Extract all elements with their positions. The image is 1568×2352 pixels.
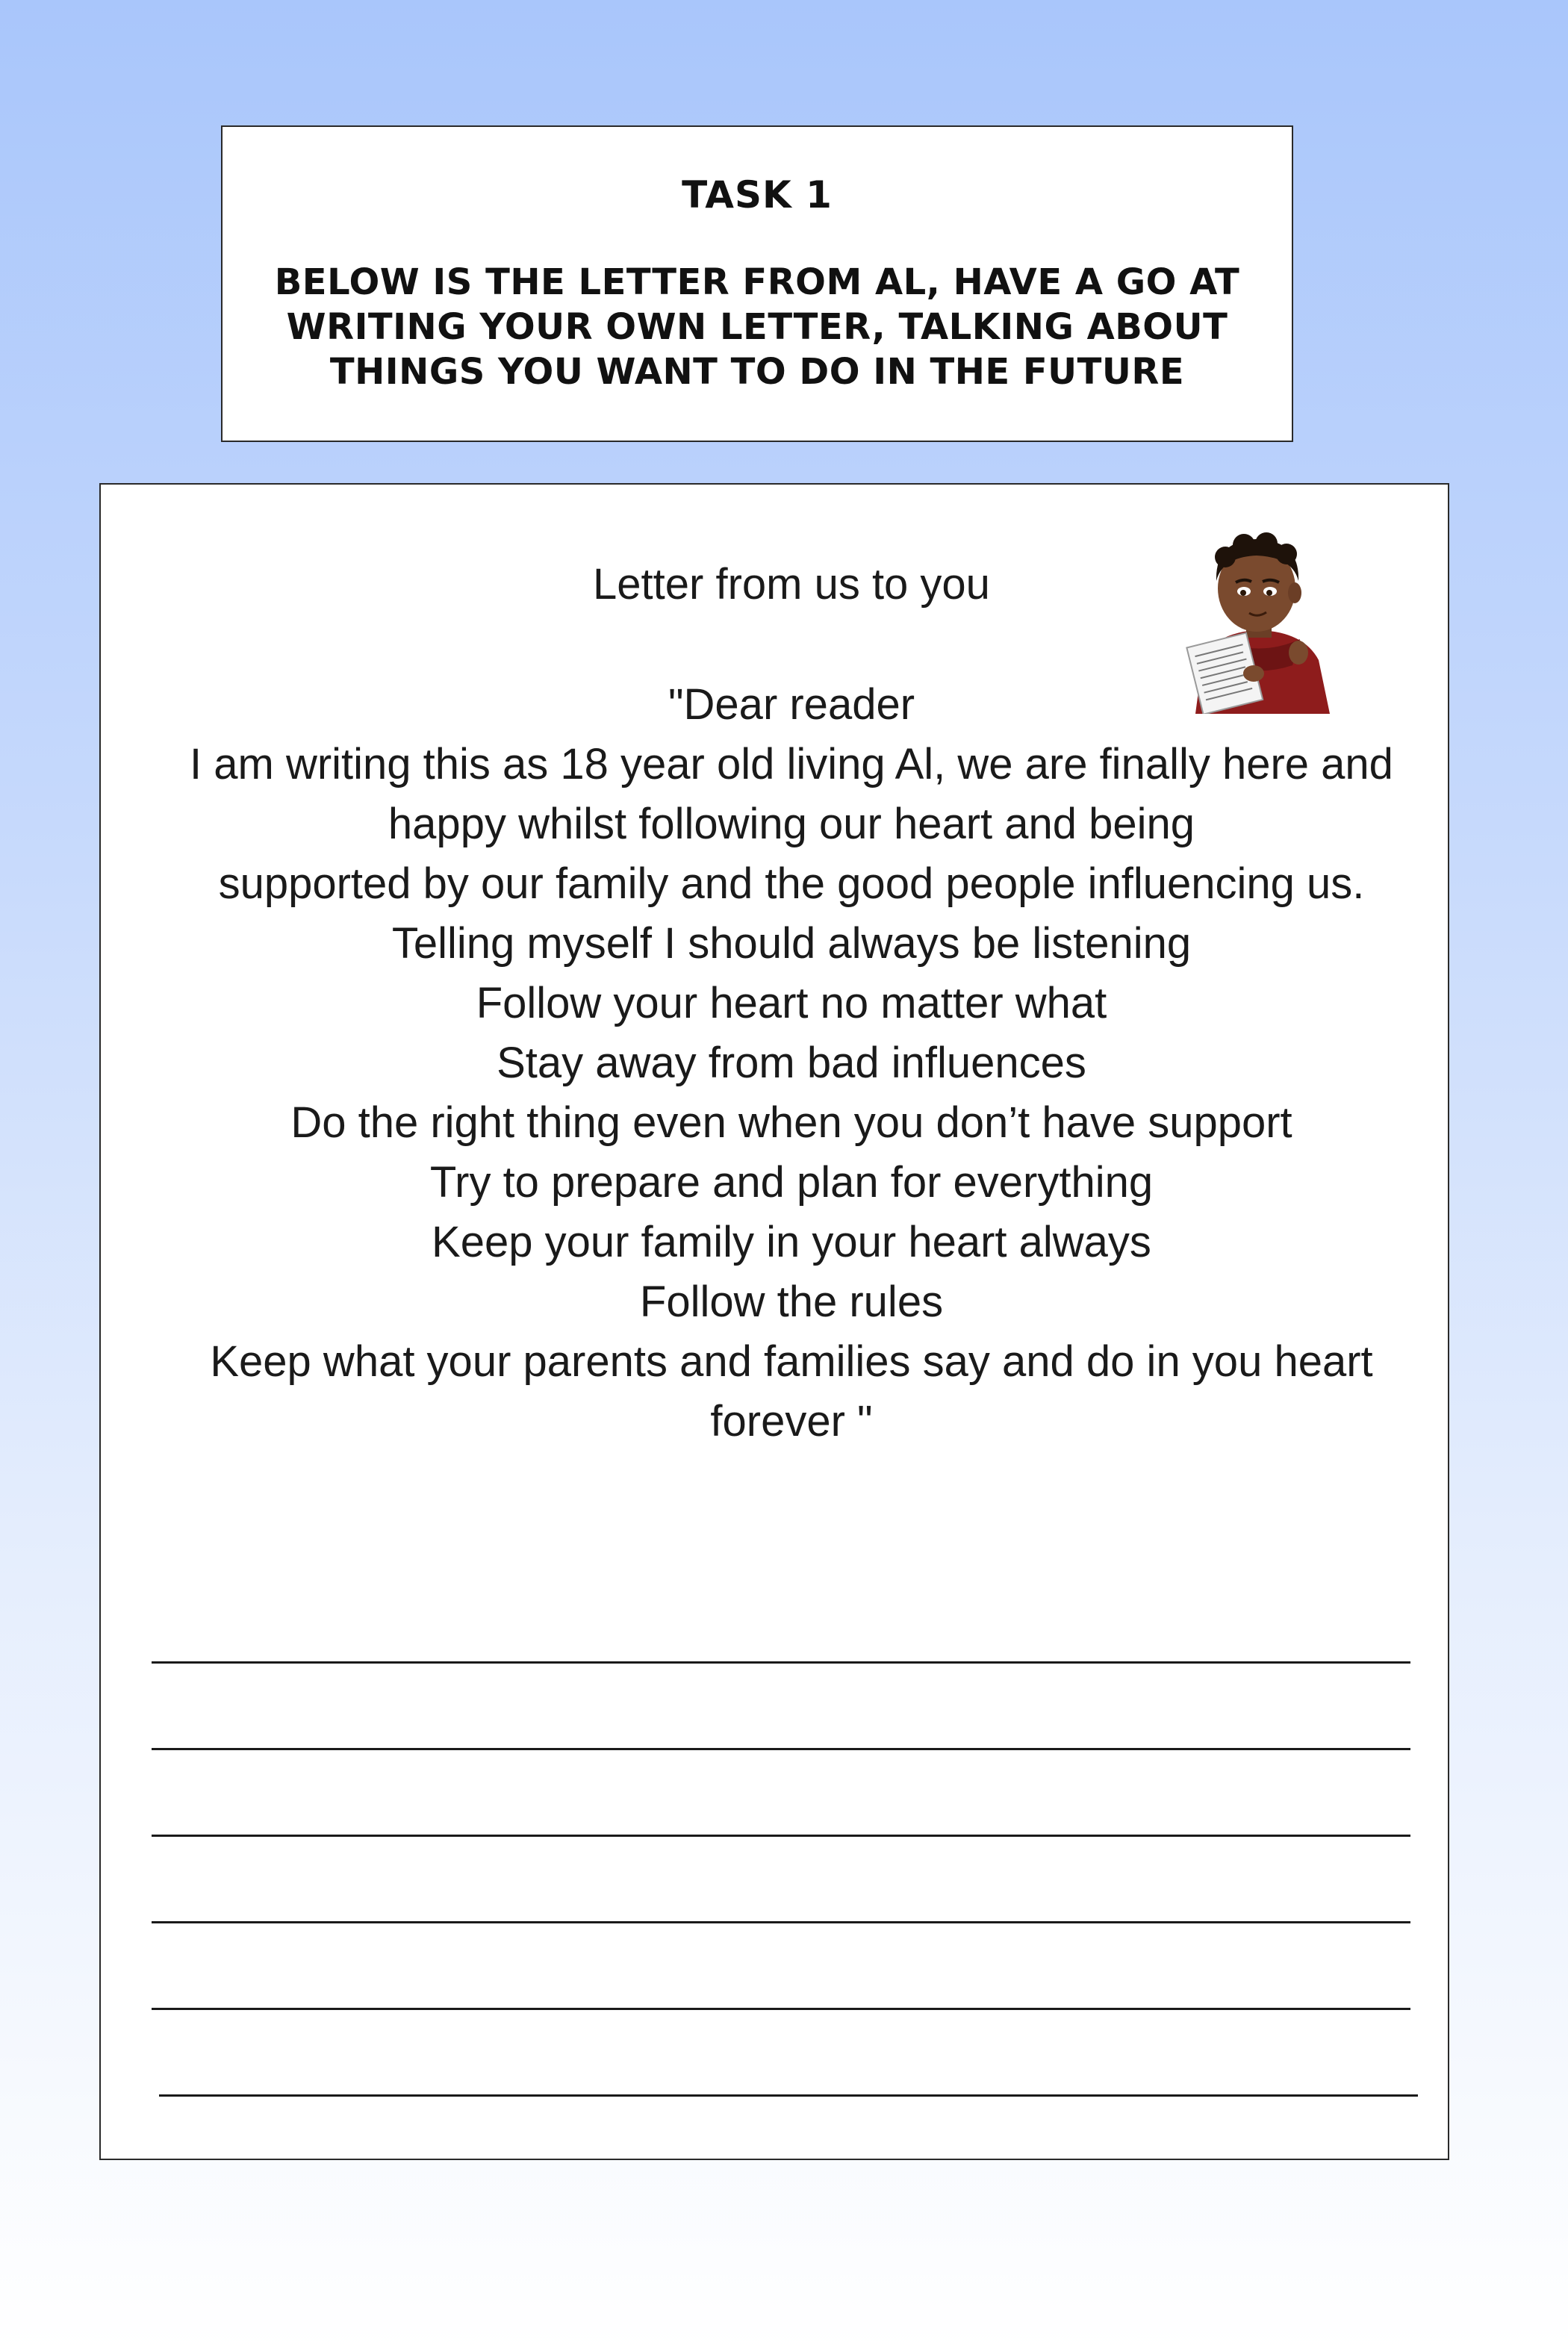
letter-line: Keep your family in your heart always — [432, 1218, 1151, 1266]
task-instructions — [245, 260, 1269, 394]
writing-line[interactable] — [152, 1921, 1410, 1923]
task-instruction-line: THINGS YOU WANT TO DO IN THE FUTURE — [329, 351, 1185, 393]
task-box — [221, 125, 1293, 442]
letter-body — [101, 675, 1482, 1452]
task-title: TASK 1 — [682, 173, 833, 217]
writing-line[interactable] — [159, 2094, 1418, 2097]
writing-line[interactable] — [152, 2008, 1410, 2010]
writing-line[interactable] — [152, 1835, 1410, 1837]
letter-line: "Dear reader — [668, 680, 915, 729]
letter-line: forever " — [710, 1397, 873, 1446]
writing-line[interactable] — [152, 1661, 1410, 1664]
letter-line: supported by our family and the good people influencing us. — [218, 859, 1365, 908]
letter-line: Follow the rules — [639, 1278, 944, 1326]
letter-line: Telling myself I should always be listening — [391, 919, 1192, 968]
letter-line: Do the right thing even when you don’t have support — [290, 1098, 1292, 1147]
letter-title: Letter from us to you — [593, 560, 990, 609]
letter-line: Try to prepare and plan for everything — [429, 1158, 1154, 1207]
letter-line: I am writing this as 18 year old living Al, we are finally here and — [190, 740, 1393, 788]
letter-box — [99, 483, 1449, 2160]
writing-line[interactable] — [152, 1748, 1410, 1750]
letter-line: Stay away from bad influences — [497, 1039, 1086, 1087]
task-instruction-line: WRITING YOUR OWN LETTER, TALKING ABOUT — [286, 306, 1228, 348]
letter-line: Follow your heart no matter what — [476, 979, 1107, 1027]
letter-line: Keep what your parents and families say and do in you heart — [210, 1337, 1373, 1386]
letter-line: happy whilst following our heart and being — [388, 800, 1195, 848]
task-instruction-line: BELOW IS THE LETTER FROM AL, HAVE A GO AT — [274, 261, 1240, 303]
